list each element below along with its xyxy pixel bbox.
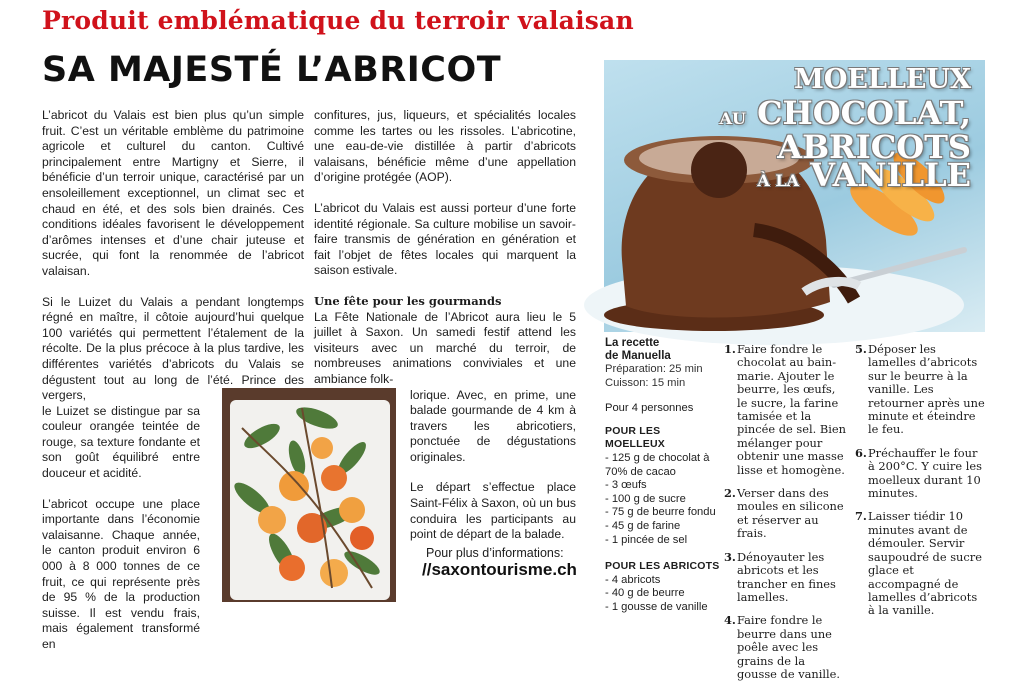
recipe-title-line-2 — [720, 94, 971, 132]
step-number: 5. — [855, 342, 867, 356]
step-text: Déposer les lamelles d’abricots sur le beurre à la vanille. Les retourner après une minute et éteindre le feu. — [868, 342, 985, 437]
article-kicker: Produit emblématique du terroir valaisan — [42, 6, 634, 35]
recipe-title-line-4 — [757, 156, 971, 194]
step-number: 2. — [724, 486, 736, 501]
ingredient-item: - 45 g de farine — [605, 519, 681, 532]
recipe-title-chocolat: CHOCOLAT, — [757, 94, 971, 132]
cake-photo — [604, 60, 985, 332]
apricots-illustration — [222, 388, 396, 602]
ingredient-item: - 1 gousse de vanille — [605, 600, 708, 613]
recipe-steps-2 — [855, 343, 985, 628]
ingredient-item: - 1 pincée de sel — [605, 533, 688, 546]
section-abricots: POUR LES ABRICOTS — [605, 560, 720, 573]
recipe-ingredients — [605, 337, 723, 615]
recipe-step — [855, 510, 985, 617]
apricots-photo — [222, 388, 396, 602]
recipe-step — [724, 343, 846, 477]
step-number: 4. — [724, 613, 736, 628]
recipe-heading-1: La recette — [605, 337, 660, 349]
info-link[interactable]: //saxontourisme.ch — [422, 560, 577, 579]
step-text: Verser dans des moules en silicone et réserver au frais. — [737, 486, 844, 541]
step-text: Laisser tiédir 10 minutes avant de démouler. Servir saupoudré de sucre glace et accompagné de lamelles d’abricots à la vanille. — [868, 509, 982, 618]
step-text: Préchauffer le four à 200°C. Y cuire les moelleux durant 10 minutes. — [868, 445, 982, 501]
cook-time: Cuisson: 15 min — [605, 376, 686, 389]
step-text: Faire fondre le beurre dans une poêle avec les grains de la gousse de vanille. — [737, 613, 841, 681]
recipe-title-line-3: ABRICOTS — [777, 128, 971, 166]
recipe-title-a-la: À LA — [757, 171, 800, 190]
paragraph-depart: Le départ s’effectue place Saint-Félix à Saxon, où un bus conduira les participants au point de départ de la balade. — [410, 480, 576, 542]
ingredient-item: - 125 g de chocolat à 70% de cacao — [605, 451, 710, 478]
paragraph-specialites: confitures, jus, liqueurs, et spécialités locales comme les tartes ou les rissoles. L’abricotine, une eau-de-vie distillée à partir d’abricots valaisans, bénéficie même d’une appellation d’origine protégée (AOP). — [314, 108, 576, 185]
paragraph-fete: La Fête Nationale de l’Abricot aura lieu le 5 juillet à Saxon. Un samedi festif attend les visiteurs avec un marché du terroir, de nombreuses animations conviviales et une ambiance folk- — [314, 309, 576, 386]
step-number: 1. — [724, 342, 736, 356]
paragraph-intro: L’abricot du Valais est bien plus qu’un simple fruit. C’est un véritable emblème du patrimoine agricole et culturel du canton. Cultivé principalement entre Martigny et Sierre, il bénéficie d’un terroir unique, caractérisé par un ensoleillement exceptionnel, un climat sec et chaud en été, et des sols bien drainés. Ces conditions idéales favorisent le développement d’arômes intenses et d’une chair juteuse et sucrée, qui font la renommée de l’abricot valaisan. — [42, 108, 304, 278]
servings: Pour 4 personnes — [605, 402, 694, 415]
section-moelleux: POUR LES MOELLEUX — [605, 424, 665, 451]
ingredient-item: - 75 g de beurre fondu — [605, 506, 716, 519]
prep-time: Préparation: 25 min — [605, 363, 703, 375]
paragraph-luizet-cont: le Luizet se distingue par sa couleur orangée teintée de rouge, sa texture fondante et son goût équilibré entre douceur et acidité. — [42, 403, 200, 481]
ingredient-item: - 3 œufs — [605, 479, 647, 492]
recipe-heading-2: de Manuella — [605, 350, 671, 362]
step-text: Faire fondre le chocolat au bain-marie. Ajouter le beurre, les œufs, le sucre, la farine tamisée et la pincée de sel. Bien mélanger pour obtenir une masse lisse et homogène. — [737, 342, 846, 477]
recipe-steps-1 — [724, 343, 846, 691]
step-number: 6. — [855, 445, 867, 460]
recipe-title-vanille: VANILLE — [810, 156, 971, 194]
recipe-title-au: AU — [719, 109, 746, 128]
step-number: 3. — [724, 549, 736, 564]
recipe-title-line-1: MOELLEUX — [793, 64, 971, 95]
paragraph-identite: L’abricot du Valais est aussi porteur d’une forte identité régionale. Sa culture mobilise un savoir-faire transmis de génération en génération et fait l’objet de fêtes locales qui marquent la saison estivale. — [314, 200, 576, 278]
info-label: Pour plus d’informations: — [426, 546, 564, 560]
recipe-step — [724, 614, 846, 681]
article-headline: SA MAJESTÉ L’ABRICOT — [42, 50, 502, 90]
ingredient-item: - 4 abricots — [605, 573, 661, 586]
step-text: Dénoyauter les abricots et les trancher en fines lamelles. — [737, 549, 836, 604]
ingredient-item: - 40 g de beurre — [605, 587, 685, 600]
step-number: 7. — [855, 509, 867, 524]
paragraph-luizet: Si le Luizet du Valais a pendant longtemps régné en maître, il côtoie aujourd’hui quelque 100 variétés qui permettent l’étalement de la récolte. De la plus précoce à la plus tardive, les différentes variétés d’abricots du Valais se dégustent tout au long de l’été. Prince des vergers, — [42, 294, 304, 403]
recipe-step — [855, 447, 985, 501]
paragraph-economie: L’abricot occupe une place importante dans l’économie valaisanne. Chaque année, le canton produit environ 6 000 à 8 000 tonnes de ce fruit, ce qui représente près de 95 % de la production suisse. Il est vendu frais, mais également transformé en — [42, 496, 200, 651]
recipe-step — [724, 487, 846, 541]
paragraph-fete-cont: lorique. Avec, en prime, une balade gourmande de 4 km à travers les abricotiers, ponctuée de dégustations originales. — [410, 387, 576, 464]
recipe-step — [855, 343, 985, 437]
recipe-step — [724, 551, 846, 605]
ingredient-item: - 100 g de sucre — [605, 492, 686, 505]
subheading-fete: Une fête pour les gourmands — [314, 293, 502, 308]
